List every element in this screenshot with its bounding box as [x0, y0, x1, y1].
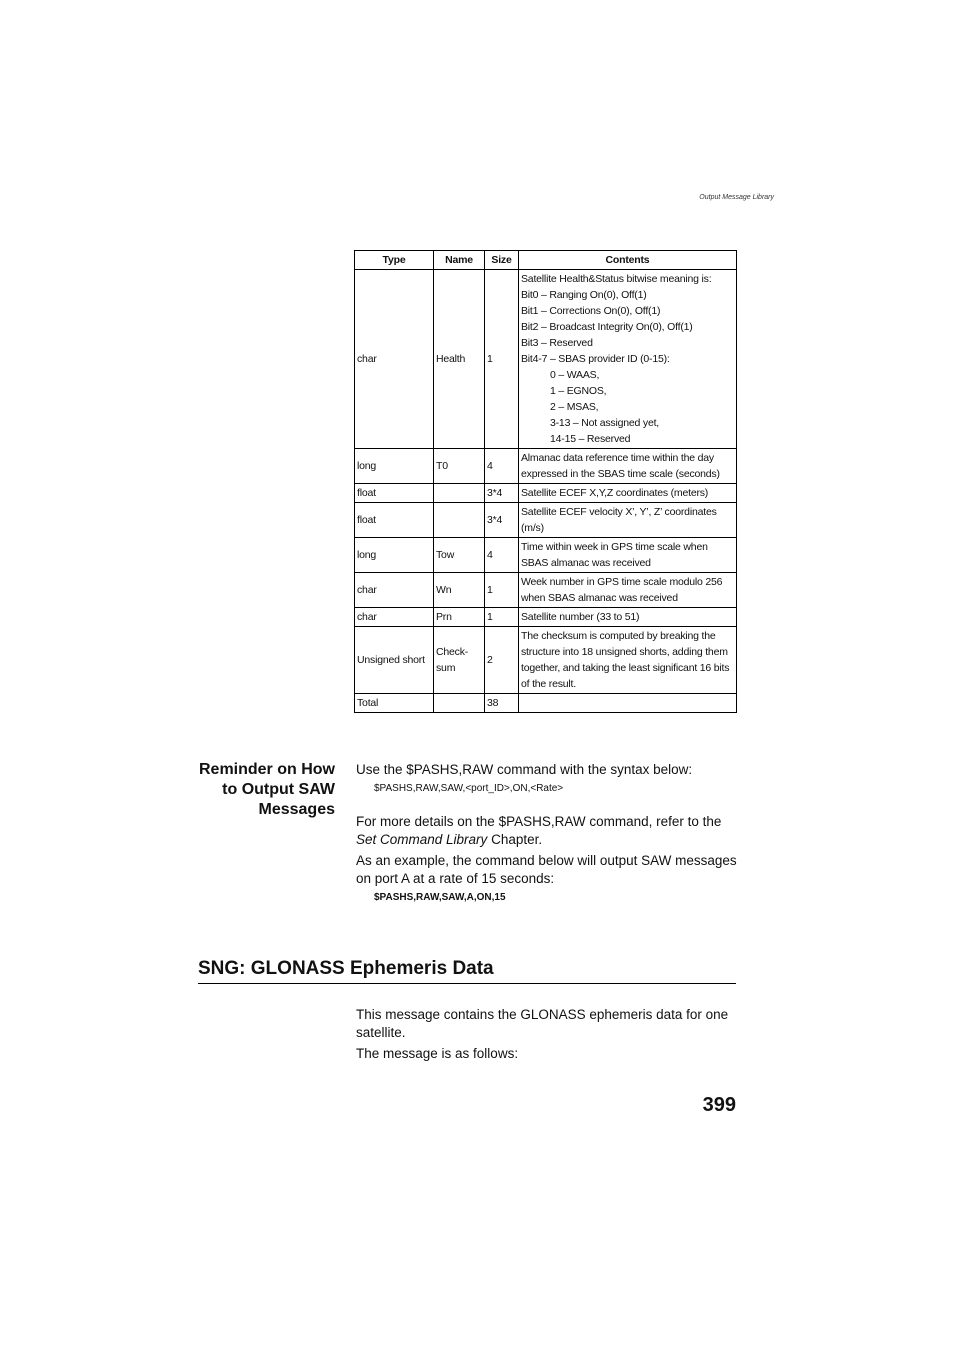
table-row — [355, 573, 737, 608]
cell-contents: Satellite ECEF X,Y,Z coordinates (meters) — [519, 484, 737, 503]
cell-name: T0 — [434, 449, 485, 484]
cell-name: Prn — [434, 608, 485, 627]
cell-type: Unsigned short — [355, 627, 434, 694]
provider-line: 3-13 – Not assigned yet, — [550, 417, 660, 429]
table-row — [355, 608, 737, 627]
reminder-heading-line: to Output SAW — [222, 781, 335, 798]
table-row — [355, 503, 737, 538]
reminder-heading-line: Reminder on How — [198, 761, 335, 778]
p2-text: For more details on the $PASHS,RAW command, refer to the — [356, 814, 722, 829]
health-line: Bit3 – Reserved — [521, 337, 593, 349]
cell-type: long — [355, 538, 434, 573]
table-row — [355, 627, 737, 694]
cell-size: 1 — [485, 573, 519, 608]
section-paragraph-1: This message contains the GLONASS ephemeris data for one satellite. — [356, 1007, 729, 1040]
saw-structure-table — [354, 250, 737, 713]
cell-contents: The checksum is computed by breaking the structure into 18 unsigned shorts, adding them together, and taking the least significant 16 bits of the result. — [519, 627, 737, 694]
table-row — [355, 270, 737, 449]
section-paragraph-2: The message is as follows: — [356, 1046, 519, 1061]
provider-line: 1 – EGNOS, — [550, 385, 607, 397]
cell-contents: Time within week in GPS time scale when SBAS almanac was received — [519, 538, 737, 573]
cell-name: Check-sum — [434, 627, 485, 694]
cell-type: char — [355, 270, 434, 449]
health-line: Bit2 – Broadcast Integrity On(0), Off(1) — [521, 321, 693, 333]
reminder-paragraph-1: Use the $PASHS,RAW command with the syntax below: — [356, 762, 693, 777]
cell-size: 1 — [485, 608, 519, 627]
cell-name: Tow — [434, 538, 485, 573]
cell-name: Wn — [434, 573, 485, 608]
cell-type: long — [355, 449, 434, 484]
page-number: 399 — [702, 1094, 736, 1116]
table-row-total — [355, 694, 737, 713]
health-line: Bit4-7 – SBAS provider ID (0-15): — [521, 353, 670, 365]
cell-size: 4 — [485, 538, 519, 573]
cell-type: char — [355, 608, 434, 627]
cell-type: char — [355, 573, 434, 608]
running-header: Output Message Library — [699, 194, 774, 201]
cell-contents: Week number in GPS time scale modulo 256 when SBAS almanac was received — [519, 573, 737, 608]
example-command: $PASHS,RAW,SAW,A,ON,15 — [374, 892, 506, 903]
cell-contents — [519, 270, 737, 449]
cell-type: float — [355, 484, 434, 503]
cell-size: 2 — [485, 627, 519, 694]
header-size: Size — [485, 251, 519, 270]
cell-type: Total — [355, 694, 434, 713]
cell-name — [434, 694, 485, 713]
provider-line: 2 – MSAS, — [550, 401, 599, 413]
cell-size: 4 — [485, 449, 519, 484]
health-line: Satellite Health&Status bitwise meaning is: — [521, 273, 712, 285]
cell-name — [434, 503, 485, 538]
header-name: Name — [434, 251, 485, 270]
reminder-heading-line: Messages — [258, 801, 335, 818]
cell-size: 1 — [485, 270, 519, 449]
chapter-reference: Set Command Library — [356, 832, 488, 847]
syntax-command: $PASHS,RAW,SAW,<port_ID>,ON,<Rate> — [374, 783, 564, 794]
cell-contents: Satellite ECEF velocity X’, Y’, Z’ coordinates (m/s) — [519, 503, 737, 538]
provider-line: 0 – WAAS, — [550, 369, 600, 381]
health-line: Bit1 – Corrections On(0), Off(1) — [521, 305, 661, 317]
cell-size: 3*4 — [485, 503, 519, 538]
reminder-paragraph-3: As an example, the command below will output SAW messages on port A at a rate of 15 seconds: — [356, 853, 737, 886]
cell-name — [434, 484, 485, 503]
section-title: SNG: GLONASS Ephemeris Data — [198, 958, 736, 984]
cell-name: Health — [434, 270, 485, 449]
cell-type: float — [355, 503, 434, 538]
table-row — [355, 538, 737, 573]
cell-size: 38 — [485, 694, 519, 713]
header-contents: Contents — [519, 251, 737, 270]
reminder-heading — [180, 760, 335, 820]
cell-contents: Satellite number (33 to 51) — [519, 608, 737, 627]
cell-size: 3*4 — [485, 484, 519, 503]
cell-contents — [519, 694, 737, 713]
cell-contents: Almanac data reference time within the day expressed in the SBAS time scale (seconds) — [519, 449, 737, 484]
reminder-paragraph-2 — [356, 813, 741, 849]
provider-line: 14-15 – Reserved — [550, 433, 631, 445]
p2-text-end: Chapter. — [487, 832, 543, 847]
table-header-row — [355, 251, 737, 270]
header-type: Type — [355, 251, 434, 270]
table-row — [355, 484, 737, 503]
table-row — [355, 449, 737, 484]
health-line: Bit0 – Ranging On(0), Off(1) — [521, 289, 647, 301]
